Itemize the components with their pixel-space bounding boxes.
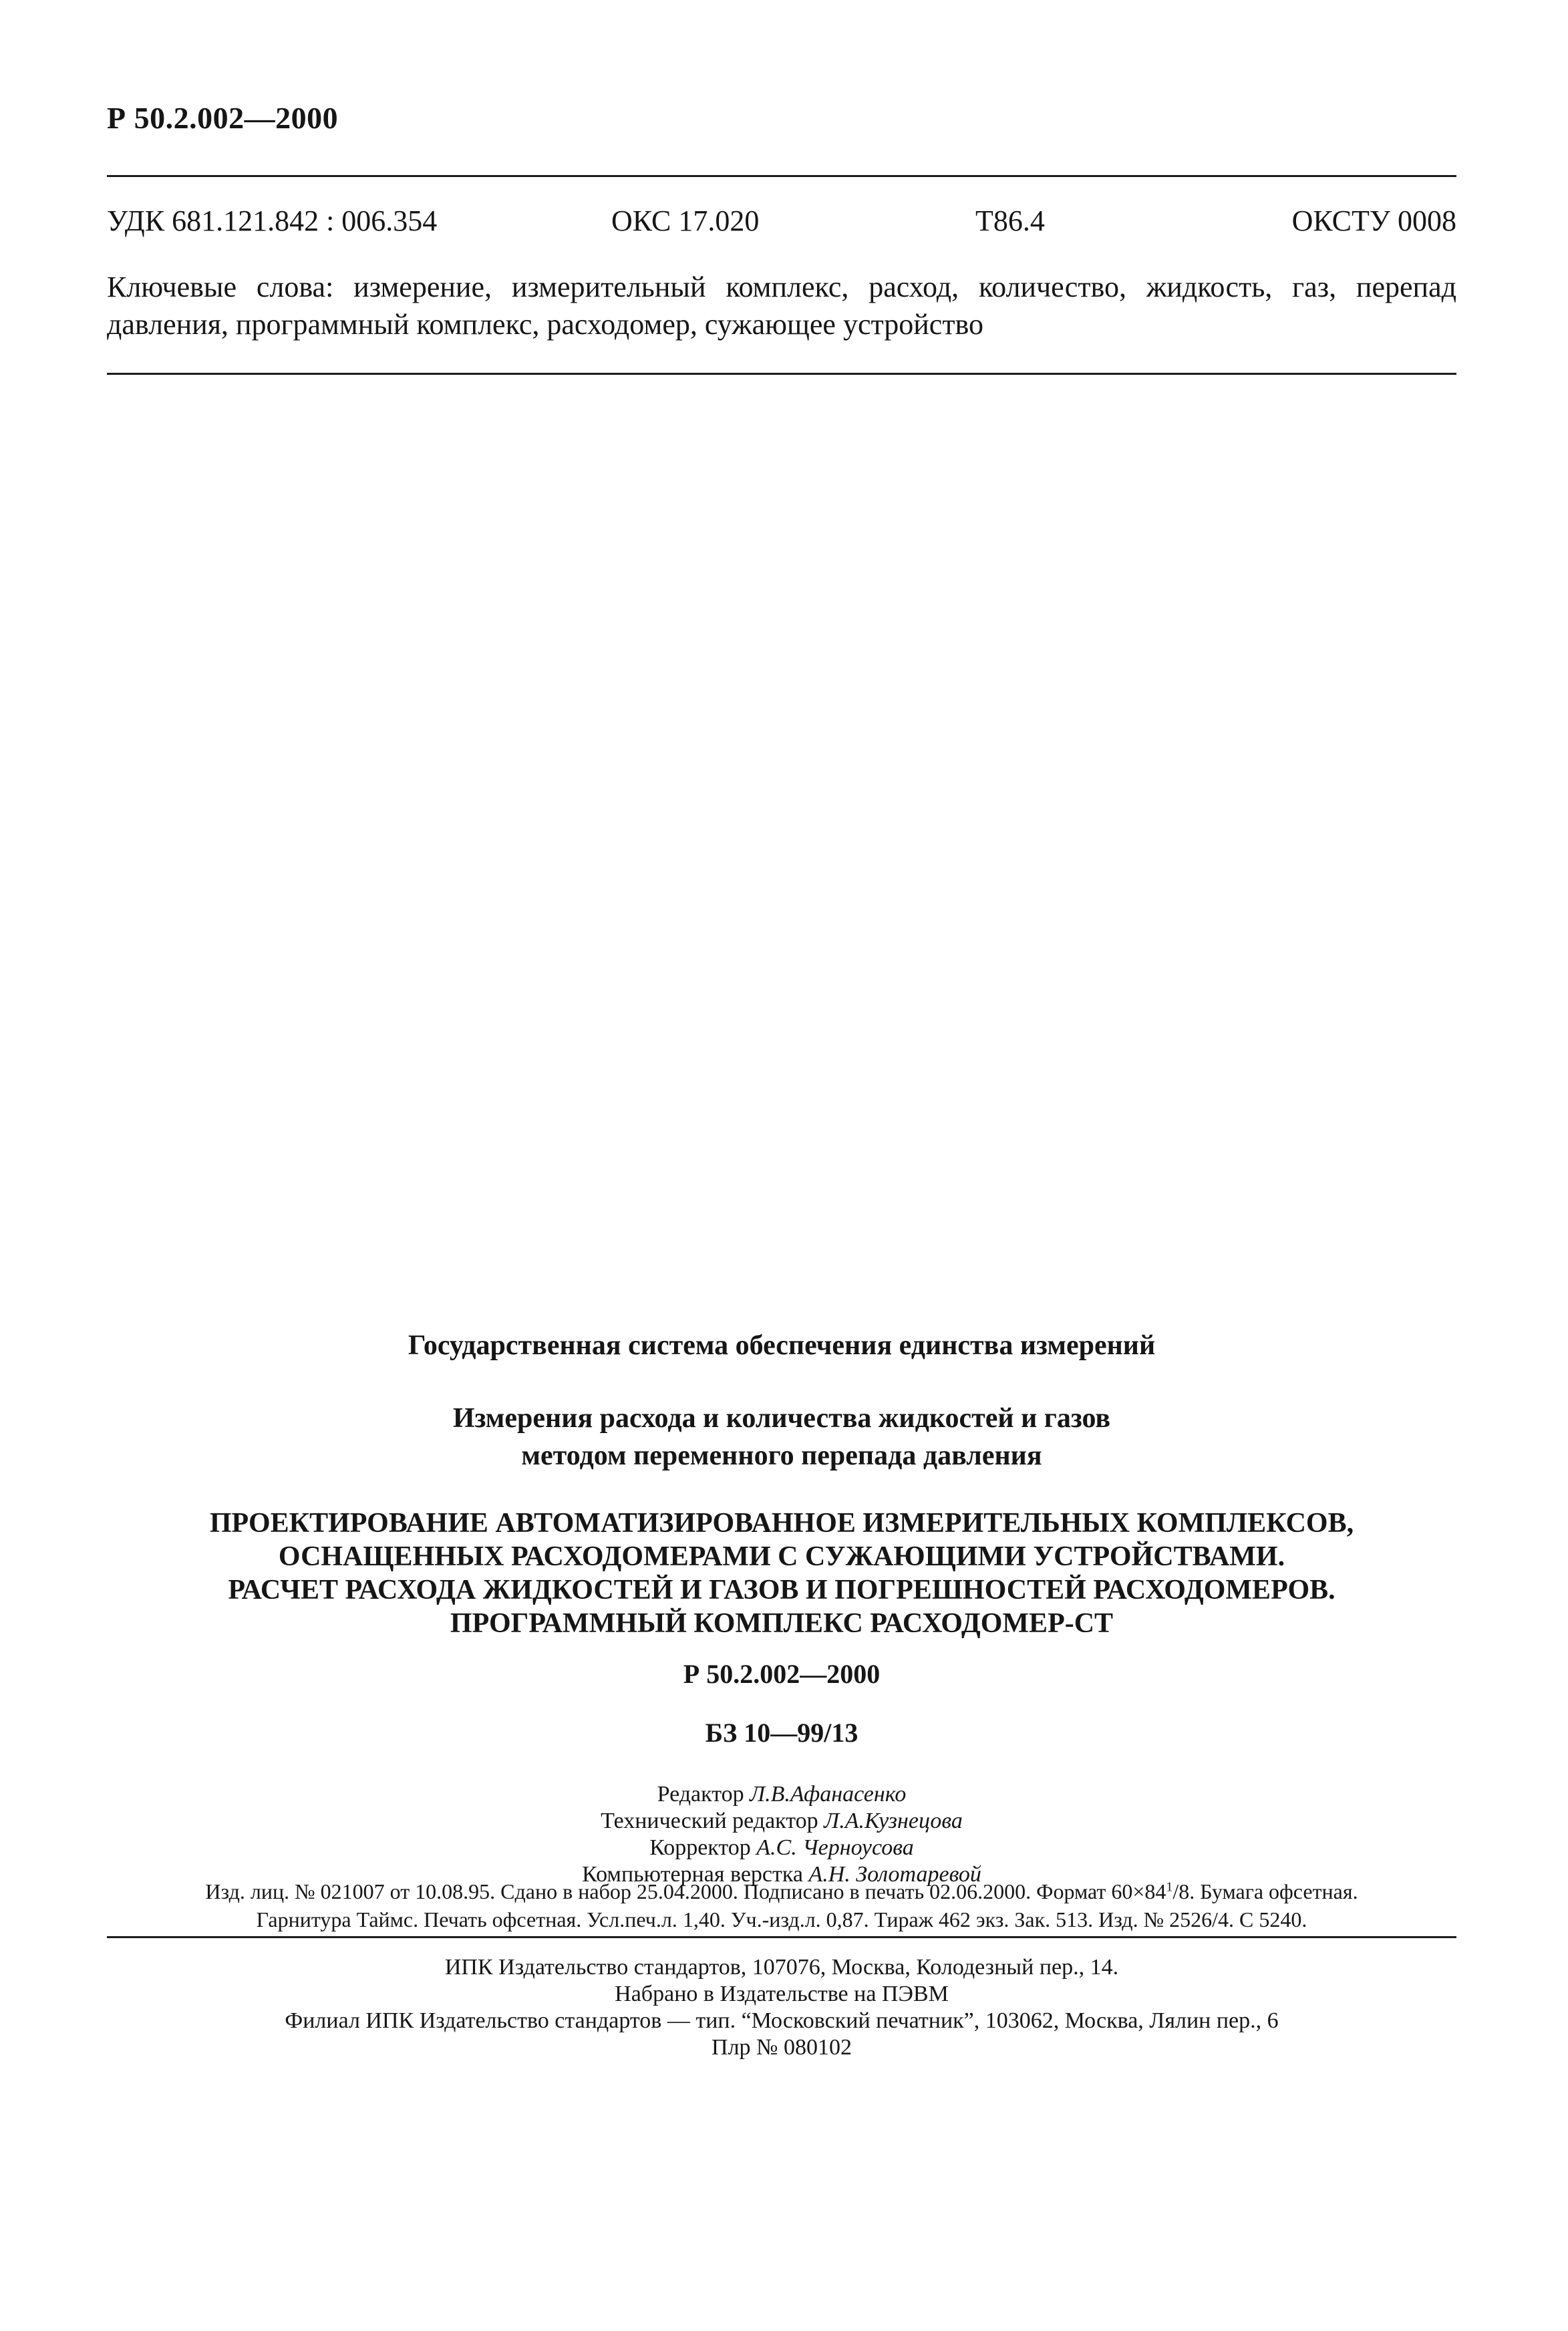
staff-name: А.С. Черноусова (756, 1835, 914, 1860)
print-info (107, 1877, 1456, 1933)
publisher-line-3: Филиал ИПК Издательство стандартов — тип. “Московский печатник”, 103062, Москва, Лялин пер., 6 (285, 2008, 1279, 2033)
print-info-line-1 (107, 1877, 1456, 1905)
subtitle-line-2: методом переменного перепада давления (521, 1440, 1042, 1471)
print-info-line-2: Гарнитура Таймс. Печать офсетная. Усл.печ.л. 1,40. Уч.-изд.л. 0,87. Тираж 462 экз. Зак. 513. Изд. № 2526/4. С 5240. (256, 1907, 1307, 1931)
okstu-code: ОКСТУ 0008 (1291, 204, 1456, 237)
bz-code: БЗ 10—99/13 (705, 1718, 858, 1748)
staff-tech-editor (107, 1808, 1456, 1835)
publisher-info (107, 1954, 1456, 2061)
publisher-line-1: ИПК Издательство стандартов, 107076, Москва, Колодезный пер., 14. (444, 1955, 1119, 1980)
main-title (107, 1507, 1456, 1640)
print-info-line-1-text: Изд. лиц. № 021007 от 10.08.95. Сдано в набор 25.04.2000. Подписано в печать 02.06.2000. Формат 60×84 (205, 1879, 1166, 1903)
staff-credits (107, 1781, 1456, 1888)
subtitle (107, 1400, 1456, 1474)
format-fraction-num: 1 (1166, 1879, 1173, 1895)
staff-corrector (107, 1835, 1456, 1861)
staff-role: Корректор (649, 1835, 751, 1860)
staff-role: Редактор (657, 1782, 744, 1807)
print-info-divider (107, 1936, 1456, 1938)
title-doc-code: Р 50.2.002—2000 (683, 1659, 881, 1689)
header-doc-code: Р 50.2.002—2000 (107, 101, 339, 135)
publisher-line-2: Набрано в Издательстве на ПЭВМ (615, 1982, 949, 2006)
main-title-line-1: ПРОЕКТИРОВАНИЕ АВТОМАТИЗИРОВАННОЕ ИЗМЕРИТЕЛЬНЫХ КОМПЛЕКСОВ, (209, 1508, 1354, 1539)
staff-editor (107, 1781, 1456, 1808)
publisher-line-4: Плр № 080102 (712, 2035, 852, 2060)
main-title-line-2: ОСНАЩЕННЫХ РАСХОДОМЕРАМИ С СУЖАЮЩИМИ УСТРОЙСТВАМИ. (278, 1541, 1285, 1572)
print-info-line-1-end: . Бумага офсетная. (1189, 1879, 1358, 1903)
main-title-line-3: РАСЧЕТ РАСХОДА ЖИДКОСТЕЙ И ГАЗОВ И ПОГРЕШНОСТЕЙ РАСХОДОМЕРОВ. (228, 1575, 1336, 1605)
format-fraction-den: /8 (1172, 1879, 1190, 1903)
staff-name: Л.В.Афанасенко (750, 1782, 907, 1807)
staff-role: Компьютерная верстка (582, 1862, 803, 1887)
udk-code: УДК 681.121.842 : 006.354 (107, 204, 438, 237)
staff-name: А.Н. Золотаревой (808, 1862, 981, 1887)
classification-row (107, 204, 1456, 244)
main-title-line-4: ПРОГРАММНЫЙ КОМПЛЕКС РАСХОДОМЕР-СТ (450, 1608, 1114, 1639)
subtitle-line-1: Измерения расхода и количества жидкостей и газов (452, 1403, 1111, 1434)
keywords-divider (107, 373, 1456, 375)
system-title: Государственная система обеспечения единства измерений (408, 1330, 1156, 1361)
oks-code: ОКС 17.020 (611, 204, 760, 237)
t-code: Т86.4 (975, 204, 1045, 237)
keywords-text: Ключевые слова: измерение, измерительный комплекс, расход, количество, жидкость, газ, перепад давления, программный комплекс, расходомер, сужающее устройство (107, 271, 1456, 341)
staff-name: Л.А.Кузнецова (824, 1809, 963, 1833)
staff-role: Технический редактор (601, 1809, 818, 1833)
top-divider (107, 175, 1456, 177)
